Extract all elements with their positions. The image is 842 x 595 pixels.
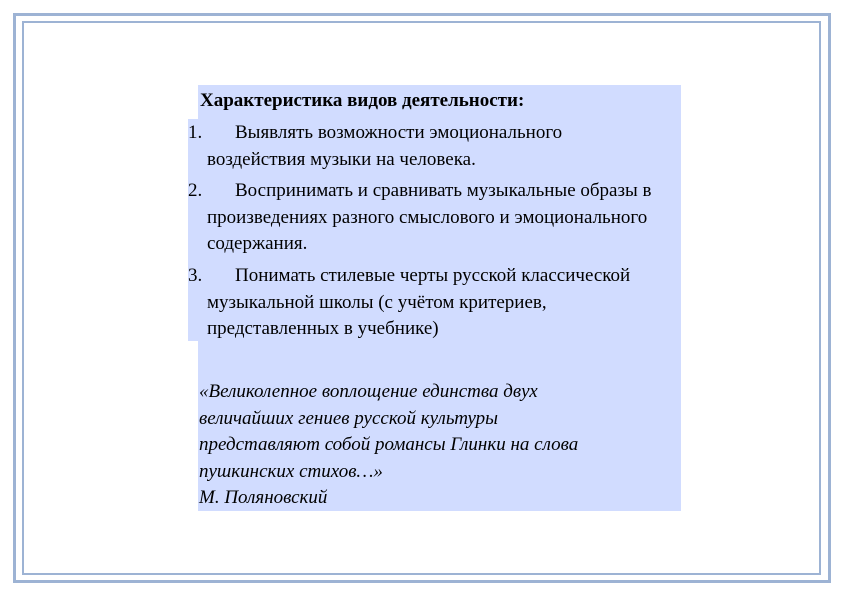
list-item-text: Понимать стилевые черты русской классической музыкальной школы (с учётом критериев, представленных в учебнике) (207, 265, 631, 339)
quote-line: пушкинских стихов…» (199, 460, 383, 482)
quote-line: «Великолепное воплощение единства двух (199, 381, 538, 402)
quote-author: М. Поляновский (199, 487, 328, 508)
list-item-1 (188, 120, 658, 173)
quote-line: величайших гениев русской культуры (199, 407, 499, 429)
list-item-number: 1. (188, 122, 203, 143)
list-item-number: 2. (188, 180, 203, 201)
list-item-text: Выявлять возможности эмоционального воздействия музыки на человека. (207, 122, 563, 170)
quote-block (199, 379, 677, 512)
list-item-3 (188, 263, 658, 343)
list-item-number: 3. (188, 265, 203, 286)
section-heading: Характеристика видов деятельности: (200, 90, 525, 111)
quote-line: представляют собой романсы Глинки на слова (199, 434, 579, 455)
list-item-2 (188, 178, 658, 258)
list-item-text: Воспринимать и сравнивать музыкальные образы в произведениях разного смыслового и эмоционального содержания. (207, 180, 652, 254)
